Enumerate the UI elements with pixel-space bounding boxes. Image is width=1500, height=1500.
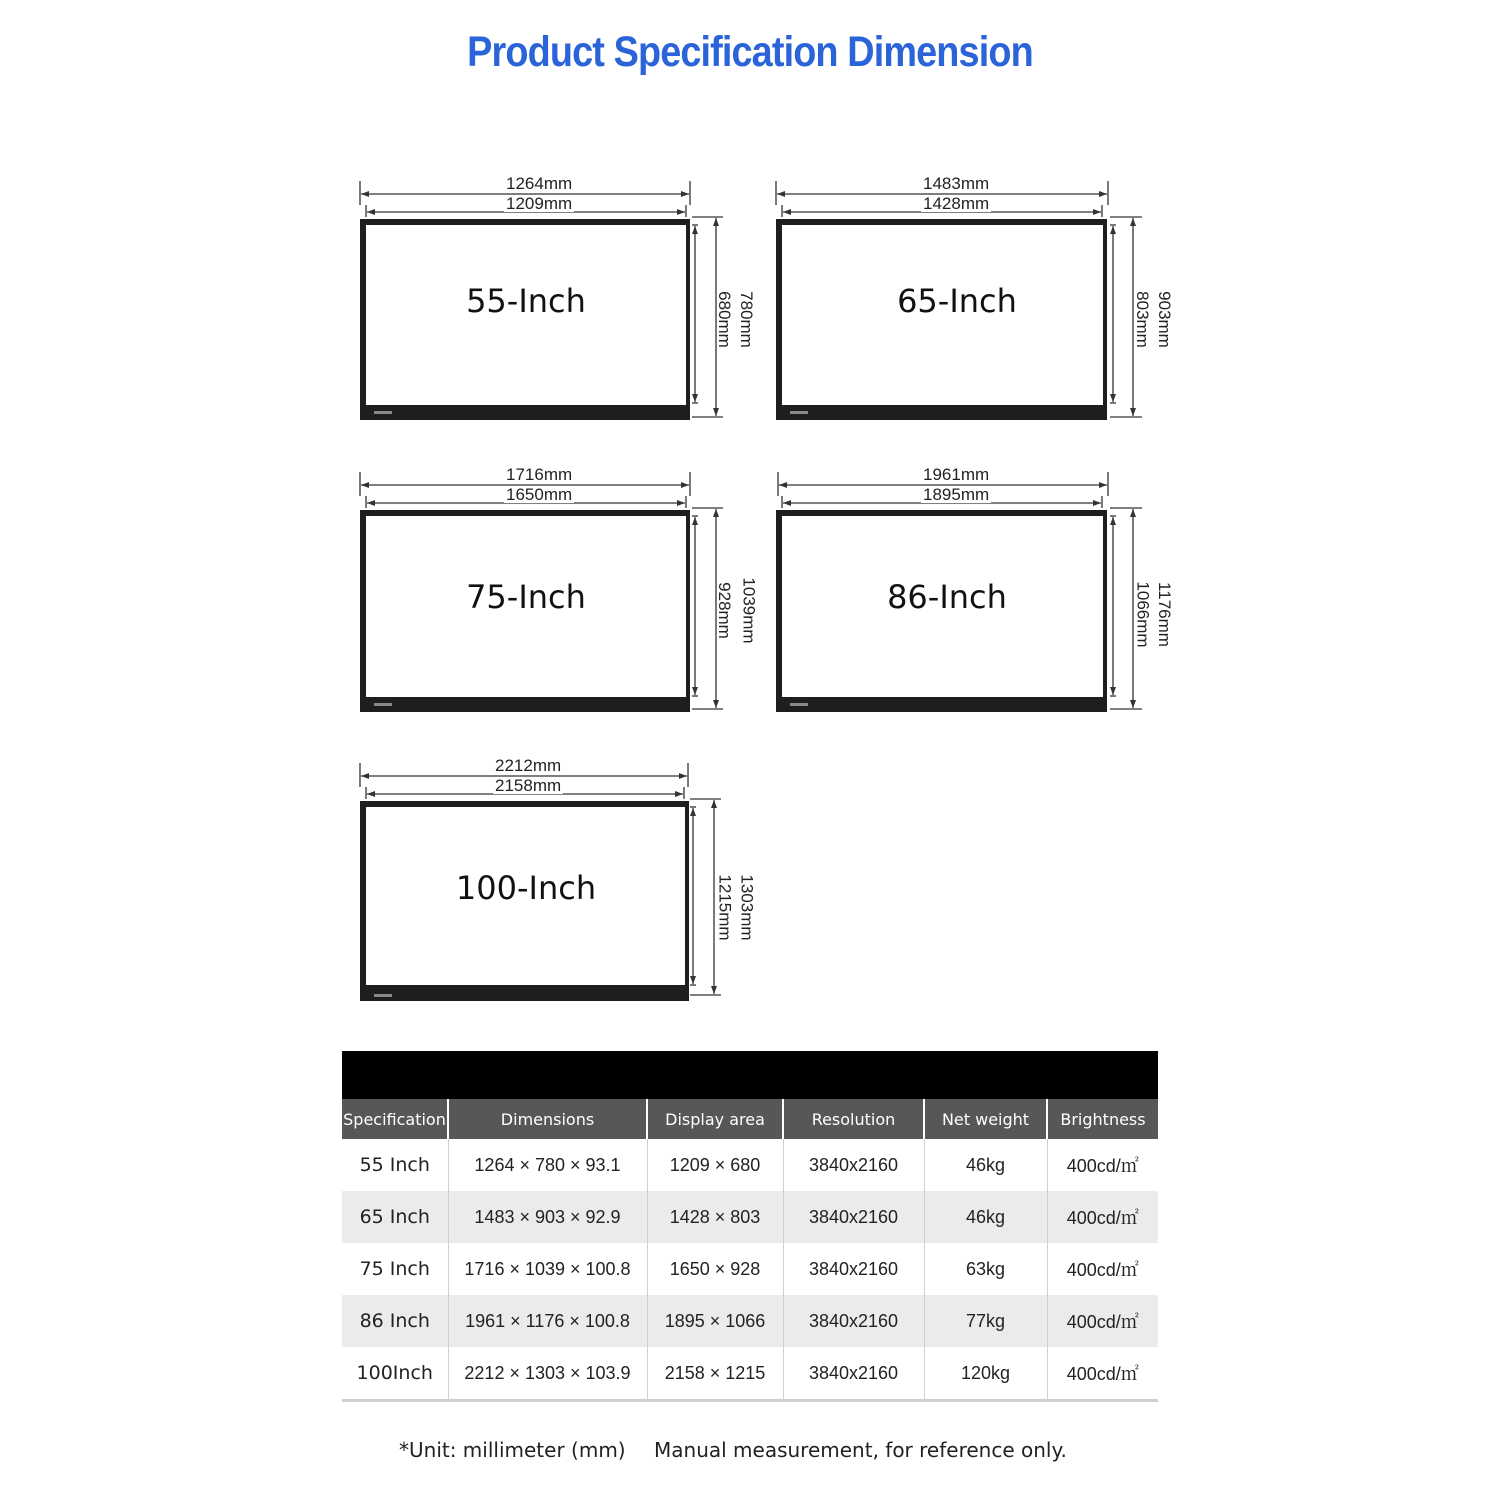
table-cell: 3840x2160 <box>783 1347 924 1401</box>
outer-width-label: 1483mm <box>923 174 990 193</box>
outer-height-label: 1039mm <box>739 577 759 644</box>
panel-75-inch <box>358 465 759 716</box>
outer-width-label: 1961mm <box>923 465 990 484</box>
table-cell: 120kg <box>924 1347 1047 1401</box>
table-row <box>342 1295 1158 1347</box>
inner-width-label: 1895mm <box>923 485 990 504</box>
table-cell: 55 Inch <box>342 1139 448 1191</box>
inner-width-label: 1428mm <box>923 194 990 213</box>
table-cell: 63kg <box>924 1243 1047 1295</box>
screen-size-label: 55-Inch <box>466 282 586 320</box>
inner-height-label: 928mm <box>714 582 734 639</box>
column-header: Specification <box>342 1099 448 1139</box>
table-cell: 400cd/㎡ <box>1047 1191 1158 1243</box>
table-cell: 1483 × 903 × 92.9 <box>448 1191 647 1243</box>
inner-height-label: 803mm <box>1132 291 1152 348</box>
panel-65-inch <box>774 174 1174 425</box>
table-row <box>342 1191 1158 1243</box>
table-cell: 3840x2160 <box>783 1243 924 1295</box>
table-cell: 400cd/㎡ <box>1047 1347 1158 1401</box>
table-cell: 400cd/㎡ <box>1066 1156 1139 1176</box>
table-cell: 2158 × 1215 <box>647 1347 783 1401</box>
table-cell: 400cd/㎡ <box>1066 1260 1139 1280</box>
table-cell: 65 Inch <box>342 1191 448 1243</box>
outer-height-label: 780mm <box>736 291 756 348</box>
panel-86-inch <box>774 465 1174 716</box>
inner-width-label: 1650mm <box>506 485 573 504</box>
outer-height-label: 903mm <box>1154 291 1174 348</box>
inner-width-label: 2158mm <box>495 776 562 795</box>
screen-size-label: 86-Inch <box>887 578 1007 616</box>
table-cell: 2212 × 1303 × 103.9 <box>448 1347 647 1401</box>
screen-size-label: 65-Inch <box>897 282 1017 320</box>
inner-height-label: 1215mm <box>715 874 735 941</box>
inner-height-label: 680mm <box>714 291 734 348</box>
screen-size-label: 100-Inch <box>455 869 597 907</box>
table-header-row <box>342 1099 1158 1139</box>
table-cell: 3840x2160 <box>783 1191 924 1243</box>
inner-width-label: 1209mm <box>506 194 573 213</box>
table-cell: 75 Inch <box>342 1243 448 1295</box>
screen-size-label: 75-Inch <box>466 578 586 616</box>
column-header: Resolution <box>783 1099 924 1139</box>
outer-height-label: 1176mm <box>1154 582 1174 647</box>
table-cell: 3840x2160 <box>783 1295 924 1347</box>
page-title: Product Specification Dimension <box>467 28 1033 76</box>
reference-footnote: Manual measurement, for reference only. <box>654 1438 1067 1462</box>
table-cell: 1895 × 1066 <box>647 1295 783 1347</box>
outer-width-label: 1264mm <box>506 174 573 193</box>
table-cell: 100Inch <box>342 1347 448 1401</box>
table-row <box>342 1139 1158 1191</box>
outer-height-label: 1303mm <box>737 874 757 941</box>
table-cell: 1650 × 928 <box>647 1243 783 1295</box>
column-header: Net weight <box>924 1099 1047 1139</box>
column-header: Dimensions <box>448 1099 647 1139</box>
table-cell: 1264 × 780 × 93.1 <box>448 1139 647 1191</box>
table-cell: 400cd/㎡ <box>1047 1295 1158 1347</box>
table-cell: 46kg <box>924 1191 1047 1243</box>
spec-table <box>342 1051 1158 1402</box>
table-cell: 1428 × 803 <box>647 1191 783 1243</box>
panel-100-inch <box>358 756 757 1007</box>
table-top-bar <box>342 1051 1158 1099</box>
inner-height-label: 1066mm <box>1133 581 1153 648</box>
column-header: Display area <box>647 1099 783 1139</box>
panel-55-inch <box>358 174 756 425</box>
table-cell: 1716 × 1039 × 100.8 <box>448 1243 647 1295</box>
table-row <box>342 1243 1158 1295</box>
table-cell: 86 Inch <box>342 1295 448 1347</box>
unit-footnote: *Unit: millimeter (mm) <box>399 1438 626 1462</box>
outer-width-label: 1716mm <box>506 465 573 484</box>
table-cell: 77kg <box>924 1295 1047 1347</box>
outer-width-label: 2212mm <box>495 756 562 775</box>
table-cell: 1961 × 1176 × 100.8 <box>448 1295 647 1347</box>
table-cell: 46kg <box>924 1139 1047 1191</box>
table-cell: 3840x2160 <box>783 1139 924 1191</box>
table-row <box>342 1347 1158 1401</box>
table-cell: 1209 × 680 <box>647 1139 783 1191</box>
column-header: Brightness <box>1047 1099 1158 1139</box>
